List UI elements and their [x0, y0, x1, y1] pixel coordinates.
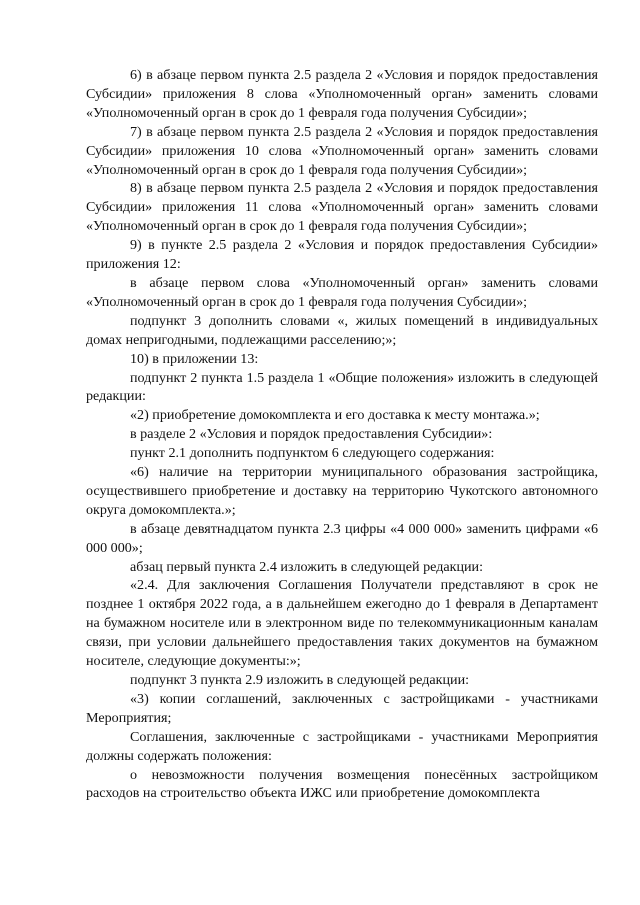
document-body [86, 66, 598, 803]
paragraph-point-2-9: подпункт 3 пункта 2.9 изложить в следующей редакции: [130, 672, 470, 688]
paragraph-point-2-3: в абзаце девятнадцатом пункта 2.3 цифры «4 000 000» заменить цифрами «6 000 000»; [86, 520, 598, 556]
paragraph-point-2-4: абзац первый пункта 2.4 изложить в следующей редакции: [130, 558, 484, 575]
paragraph-quote-subpoint-3: «3) копии соглашений, заключенных с застройщиками - участниками Мероприятия; [86, 690, 598, 726]
paragraph-impossibility: о невозможности получения возмещения понесённых застройщиком расходов на строительство объекта ИЖС или приобретение домокомплекта [86, 766, 598, 802]
paragraph-point-2-1: пункт 2.1 дополнить подпунктом 6 следующего содержания: [130, 445, 495, 462]
paragraph-quote-point-2-4: «2.4. Для заключения Соглашения Получатели представляют в срок не позднее 1 октября 2022 года, а в дальнейшем ежегодно до 1 февраля в Департамент на бумажном носителе или в электронном виде по телекоммуникационным каналам связи, при условии дальнейшего предоставления таких документов на бумажном носителе, следующие документы:»; [86, 577, 598, 670]
paragraph-item-7: 7) в абзаце первом пункта 2.5 раздела 2 «Условия и порядок предоставления Субсидии» приложения 10 слова «Уполномоченный орган» заменить словами «Уполномоченный орган в срок до 1 февраля года получения Субсидии»; [86, 123, 598, 178]
paragraph-item-9: 9) в пункте 2.5 раздела 2 «Условия и порядок предоставления Субсидии» приложения 12: [86, 237, 598, 273]
paragraph-item-9-subpoint-3: подпункт 3 дополнить словами «, жилых помещений в индивидуальных домах непригодными, подлежащими расселению;»; [86, 312, 598, 348]
paragraph-item-9-first-abzac: в абзаце первом слова «Уполномоченный орган» заменить словами «Уполномоченный орган в срок до 1 февраля года получения Субсидии»; [86, 274, 598, 310]
paragraph-section-2: в разделе 2 «Условия и порядок предоставления Субсидии»: [130, 426, 493, 443]
paragraph-quote-subpoint-2: «2) приобретение домокомплекта и его доставка к месту монтажа.»; [130, 407, 540, 424]
paragraph-quote-subpoint-6: «6) наличие на территории муниципального образования застройщика, осуществившего приобретение и доставку на территорию Чукотского автономного округа домокомплекта.»; [86, 464, 598, 518]
paragraph-item-6: 6) в абзаце первом пункта 2.5 раздела 2 «Условия и порядок предоставления Субсидии» приложения 8 слова «Уполномоченный орган» заменить словами «Уполномоченный орган в срок до 1 февраля года получения Субсидии»; [86, 67, 598, 121]
paragraph-item-10: 10) в приложении 13: [130, 350, 259, 367]
paragraph-item-10-subpoint-2: подпункт 2 пункта 1.5 раздела 1 «Общие положения» изложить в следующей редакции: [86, 369, 598, 405]
paragraph-agreements: Соглашения, заключенные с застройщиками - участниками Мероприятия должны содержать положения: [86, 728, 598, 764]
paragraph-item-8: 8) в абзаце первом пункта 2.5 раздела 2 «Условия и порядок предоставления Субсидии» приложения 11 слова «Уполномоченный орган» заменить словами «Уполномоченный орган в срок до 1 февраля года получения Субсидии»; [86, 180, 598, 235]
